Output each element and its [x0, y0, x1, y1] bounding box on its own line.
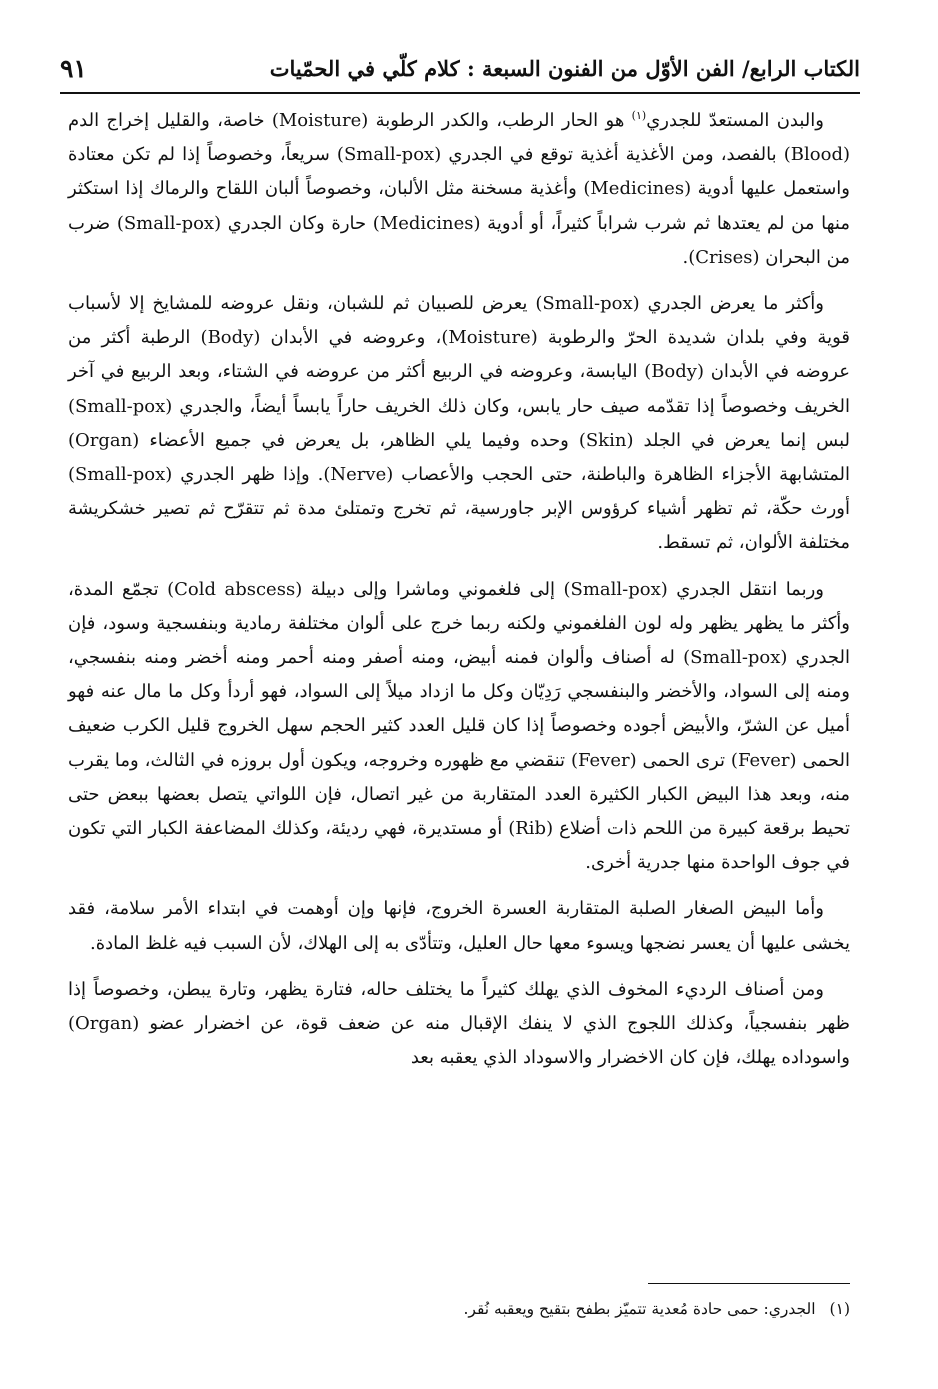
paragraph-text: هو الحار الرطب، والكدر الرطوبة (Moisture) خاصة، والقليل إخراج الدم (Blood) بالفصد، ومن الأغذية أغذية توقع في الجدري (Small-pox) سريعاً، وخصوصاً إذا لم تكن معتادة واستعمل عليها أدوية (Medicines) وأغذية مسخنة مثل الألبان، وخصوصاً ألبان اللقاح والرماك إذا استكثر منها من لم يعتدها ثم شرب شراباً كثيراً، أو أدوية (Medicines) حارة وكان الجدري (Small-pox) ضرب من البحران (Crises).	[68, 110, 850, 268]
paragraph-1	[68, 104, 850, 275]
running-title: الكتاب الرابع/ الفن الأوّل من الفنون السبعة : كلام كلّي في الحمّيات	[269, 55, 860, 81]
paragraph-2: وأكثر ما يعرض الجدري (Small-pox) يعرض للصبيان ثم للشبان، ونقل عروضه للمشايخ إلا لأسباب قوية وفي بلدان شديدة الحرّ والرطوبة (Moisture)، وعروضه في الأبدان (Body) الرطبة أكثر من عروضه في الأبدان (Body) اليابسة، وعروضه في الربيع أكثر من عروضه في الشتاء، وبعد الربيع في آخر الخريف وخصوصاً إذا تقدّمه صيف حار يابس، وكان ذلك الخريف حاراً يابساً أيضاً، والجدري (Small-pox) لبس إنما يعرض في الجلد (Skin) وحده وفيما يلي الظاهر، بل يعرض في جميع الأعضاء (Organ) المتشابهة الأجزاء الظاهرة والباطنة، حتى الحجب والأعصاب (Nerve). وإذا ظهر الجدري (Small-pox) أورث حكّة، ثم تظهر أشياء كرؤوس الإبر جاورسية، ثم تخرج وتمتلئ مدة ثم تتقرّح ثم تصير خشكريشة مختلفة الألوان، ثم تسقط.	[68, 293, 851, 554]
page-number: ٩١	[60, 53, 87, 83]
footnote-marker: (١)	[829, 1300, 850, 1318]
footnote-reference: (١)	[631, 109, 647, 122]
body-text	[68, 104, 850, 1087]
footnote	[68, 1296, 850, 1322]
paragraph-4: وأما البيض الصغار الصلبة المتقاربة العسرة الخروج، فإنها وإن أوهمت في ابتداء الأمر سلامة، فقد يخشى عليها أن يعسر نضجها ويسوء معها حال العليل، وتتأدّى به إلى الهلاك، لأن السبب فيه غلظ المادة.	[68, 898, 850, 954]
paragraph-5: ومن أصناف الرديء المخوف الذي يهلك كثيراً ما يختلف حاله، فتارة يظهر، وتارة يبطن، وخصوصاً إذا ظهر بنفسجياً، وكذلك اللجوج الذي لا ينفك الإقبال منه عن ضعف قوة، عن اخضرار عضو (Organ) واسوداده يهلك، فإن كان الاخضرار والاسوداد الذي يعقبه بعد	[68, 978, 850, 1069]
footnote-rule	[648, 1283, 850, 1284]
footnote-text: الجدري: حمى حادة مُعدية تتميّز بطفح بتقيح ويعقبه نُقر.	[463, 1300, 816, 1318]
page-header	[60, 46, 860, 90]
header-rule	[60, 92, 860, 94]
paragraph-3: وربما انتقل الجدري (Small-pox) إلى فلغموني وماشرا وإلى دبيلة (Cold abscess) تجمّع المدة، وأكثر ما يظهر يظهر وله لون الفلغموني ولكنه ربما خرج على ألوان مختلفة رمادية وبنفسجية وسود، فإن الجدري (Small-pox) له أصناف وألوان فمنه أبيض، ومنه أصفر ومنه أحمر ومنه أخضر ومنه بنفسجي، ومنه إلى السواد، والأخضر والبنفسجي رَدِيّان وكل ما ازداد ميلاً إلى السواد، فهو أردأ وكل ما مال عنه فهو أميل عن الشرّ، والأبيض أجوده وخصوصاً إذا كان قليل العدد كثير الحجم سهل الخروج قليل الكرب ضعيف الحمى (Fever) ترى الحمى (Fever) تنقضي مع ظهوره وخروجه، ويكون أول بروزه في الثالث، وما يقرب منه، وبعد هذا البيض الكبار الكثيرة العدد المتقاربة من غير اتصال، فإن اللواتي يتصل بعضها ببعض حتى تحيط برقعة كبيرة من اللحم ذات أضلاع (Rib) أو مستديرة، فهي رديئة، وكذلك المضاعفة الكبار التي تكون في جوف الواحدة منها جدرية أخرى.	[68, 578, 851, 874]
paragraph-text: والبدن المستعدّ للجدري	[646, 110, 824, 131]
